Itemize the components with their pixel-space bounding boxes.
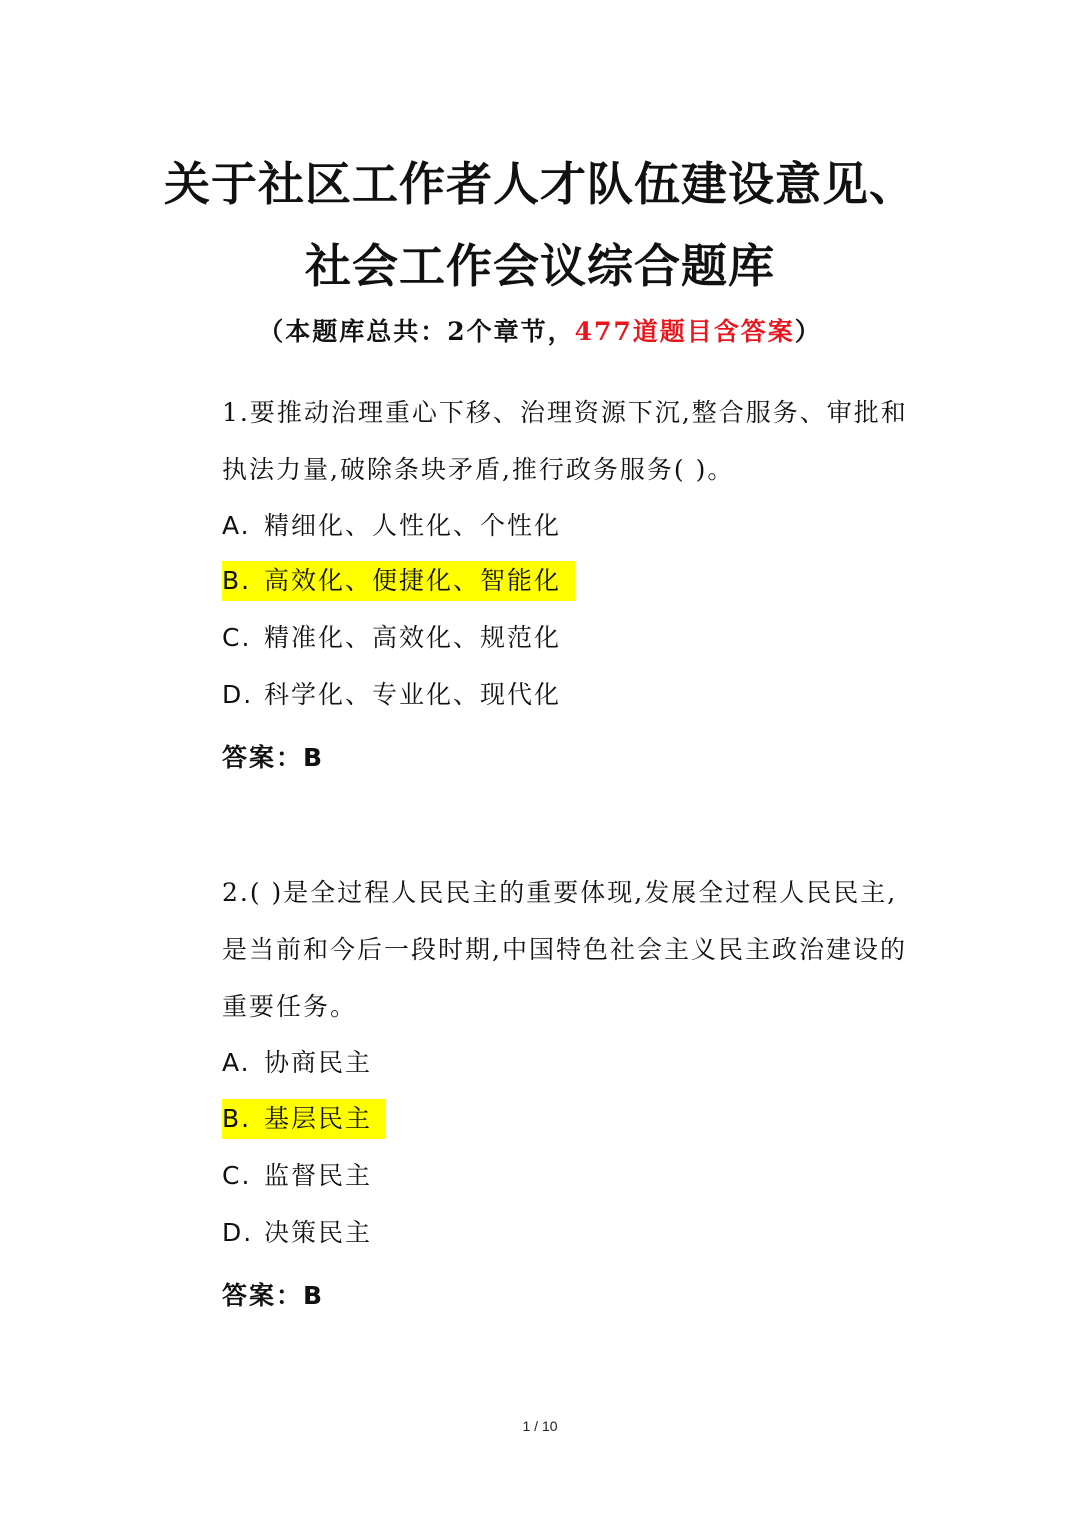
- question-2-answer: [222, 1276, 324, 1312]
- option-text: 监督民主: [264, 1161, 373, 1190]
- option-letter: A.: [222, 511, 251, 540]
- option-letter: C.: [222, 1161, 252, 1190]
- option-text: 高效化、便捷化、智能化: [264, 566, 562, 595]
- document-title-line-2: 社会工作会议综合题库: [305, 239, 775, 293]
- answer-value: B: [303, 743, 325, 772]
- option-letter: D.: [222, 680, 254, 709]
- question-1-option-d: [222, 675, 575, 715]
- option-letter: C.: [222, 623, 252, 652]
- question-2-text: 2.( )是全过程人民民主的重要体现,发展全过程人民民主,是当前和今后一段时期,中国特色社会主义民主政治建设的重要任务。: [222, 878, 907, 1021]
- subtitle-prefix: （本题库总共：2个章节，: [258, 317, 575, 346]
- answer-label: 答案：: [222, 1281, 304, 1310]
- question-1-option-b-highlighted: [222, 561, 575, 601]
- question-2-option-d: [222, 1213, 386, 1253]
- answer-value: B: [303, 1281, 325, 1310]
- question-1-answer: [222, 738, 324, 774]
- option-letter: B.: [222, 566, 252, 595]
- document-subtitle: [0, 312, 1080, 348]
- question-2-option-a: [222, 1043, 386, 1083]
- subtitle-question-count: 477道题目含答案: [574, 317, 795, 346]
- option-text: 精准化、高效化、规范化: [264, 623, 562, 652]
- option-text: 协商民主: [264, 1048, 373, 1077]
- question-1-option-a: [222, 506, 575, 546]
- answer-label: 答案：: [222, 743, 304, 772]
- option-text: 基层民主: [264, 1104, 373, 1133]
- question-1-option-c: [222, 618, 575, 658]
- page-number: 1 / 10: [522, 1418, 558, 1434]
- option-letter: A.: [222, 1048, 251, 1077]
- option-text: 精细化、人性化、个性化: [264, 511, 562, 540]
- question-2-option-b-highlighted: [222, 1099, 386, 1139]
- document-title-line-1: 关于社区工作者人才队伍建设意见、: [164, 157, 916, 211]
- option-letter: D.: [222, 1218, 254, 1247]
- option-text: 决策民主: [264, 1218, 373, 1247]
- option-text: 科学化、专业化、现代化: [264, 680, 562, 709]
- question-2-option-c: [222, 1156, 386, 1196]
- subtitle-suffix: ）: [794, 317, 822, 346]
- option-letter: B.: [222, 1104, 252, 1133]
- question-1-text: 1.要推动治理重心下移、治理资源下沉,整合服务、审批和执法力量,破除条块矛盾,推行政务服务( )。: [222, 398, 908, 484]
